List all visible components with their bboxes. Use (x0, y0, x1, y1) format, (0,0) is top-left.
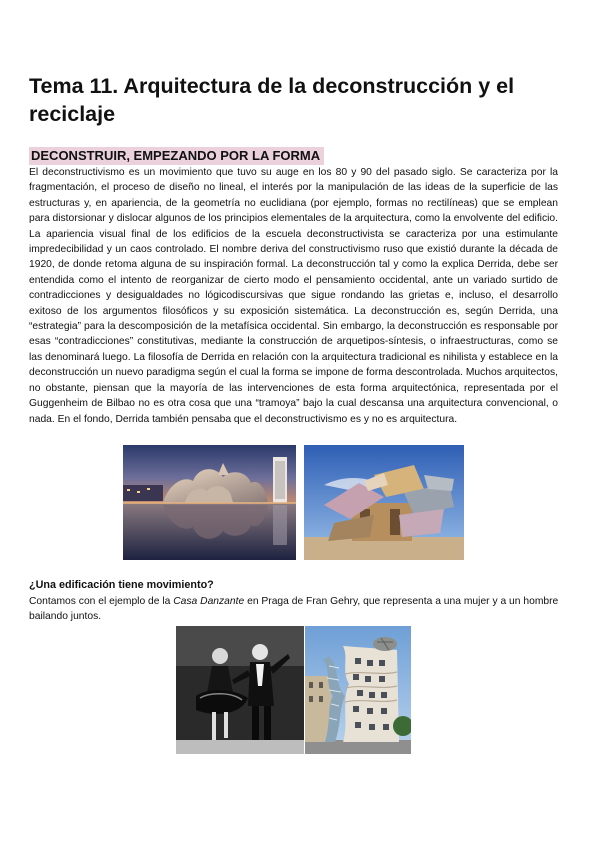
section-heading: DECONSTRUIR, EMPEZANDO POR LA FORMA (29, 147, 324, 165)
dancing-couple-photo (176, 626, 304, 754)
question-text-before: Contamos con el ejemplo de la (29, 596, 174, 607)
question-text-italic: Casa Danzante (173, 596, 245, 607)
marques-de-riscal-photo (304, 445, 464, 560)
section-body-paragraph: El deconstructivismo es un movimiento que tuvo su auge en los 80 y 90 del pasado siglo. Se caracteriza por la fragmentación, el proceso de diseño no lineal, el interés por la manipulación de las ideas de la superficie de las estructuras y, en apariencia, de la geometría no euclidiana (por ejemplo, formas no rectilíneas) que se emplean para distorsionar y dislocar algunos de los principios elementales de la arquitectura, como la envolvente del edificio. La apariencia visual final de los edificios de la escuela deconstructivista se caracteriza por una estimulante impredecibilidad y un caos controlado. El nombre deriva del constructivismo ruso que existió durante la década de 1920, de donde retoma alguna de su inspiración formal. La deconstrucción tal y como la explica Derrida, debe ser entendida como el intento de reorganizar de cierto modo el pensamiento occidental, ante un variado surtido de contradicciones y desigualdades no lógicodiscursivas que sigue rondando las grietas e, incluso, el desarrollo exitoso de los argumentos filosóficos y su exposición sistemática. La deconstrucción es, según Derrida, una “estrategia” para la descomposición de la metafísica occidental. Sin embargo, la deconstrucción es responsable por esas “contradicciones” constitutivas, mediante la construcción de arquetipos-síntesis, o infraestructuras, como se las denominará luego. La filosofía de Derrida en relación con la arquitectura tradicional es nihilista y establece en la deconstrucción un nuevo paradigma según el cual la forma se impone de forma descontrolada. Muchos arquitectos, no obstante, piensan que la mayoría de las intervenciones de esta forma arquitectónica, representada por el Guggenheim de Bilbao no es otra cosa que una “tramoya” bajo la cual descansa una arquitectura convencional, o nada. En el fondo, Derrida también pensaba que el deconstructivismo es y no es arquitectura. (29, 167, 558, 425)
dancing-house-photo (305, 626, 411, 754)
question-heading: ¿Una edificación tiene movimiento? (29, 579, 214, 591)
question-text-after: en Praga de Fran Gehry, que representa a una mujer y a un hombre bailando juntos. (29, 596, 559, 623)
guggenheim-bilbao-photo (123, 445, 296, 560)
question-paragraph (29, 594, 569, 625)
page-title: Tema 11. Arquitectura de la deconstrucción y el reciclaje (29, 74, 515, 126)
